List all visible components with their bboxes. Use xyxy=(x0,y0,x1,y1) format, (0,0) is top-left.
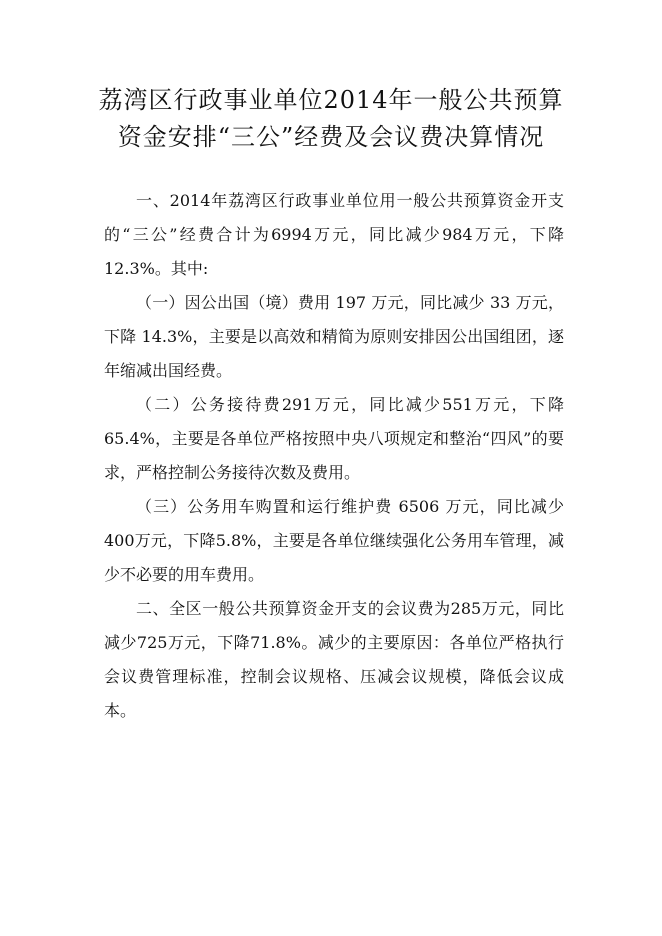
document-body xyxy=(104,184,564,728)
paragraph-summary: 一、2014年荔湾区行政事业单位用一般公共预算资金开支的“三公”经费合计为6994万元，同比减少984万元，下降12.3%。其中: xyxy=(104,191,564,278)
paragraph-overseas-travel: （一）因公出国（境）费用 197 万元，同比减少 33 万元，下降 14.3%，主要是以高效和精简为原则安排因公出国组团，逐年缩减出国经费。 xyxy=(104,293,564,380)
paragraph-official-vehicles: （三）公务用车购置和运行维护费 6506 万元，同比减少 400万元，下降5.8%，主要是各单位继续强化公务用车管理，减少不必要的用车费用。 xyxy=(104,497,564,584)
document-title-line-2: 资金安排“三公”经费及会议费决算情况 xyxy=(117,123,545,151)
paragraph-meeting-expenses: 二、全区一般公共预算资金开支的会议费为285万元，同比减少725万元，下降71.8%。减少的主要原因：各单位严格执行会议费管理标准，控制会议规格、压减会议规模，降低会议成本。 xyxy=(104,599,564,720)
paragraph-official-reception: （二）公务接待费291万元，同比减少551万元，下降65.4%，主要是各单位严格按照中央八项规定和整治“四风”的要求，严格控制公务接待次数及费用。 xyxy=(104,395,564,482)
document-title-line-1: 荔湾区行政事业单位2014年一般公共预算 xyxy=(98,86,564,114)
